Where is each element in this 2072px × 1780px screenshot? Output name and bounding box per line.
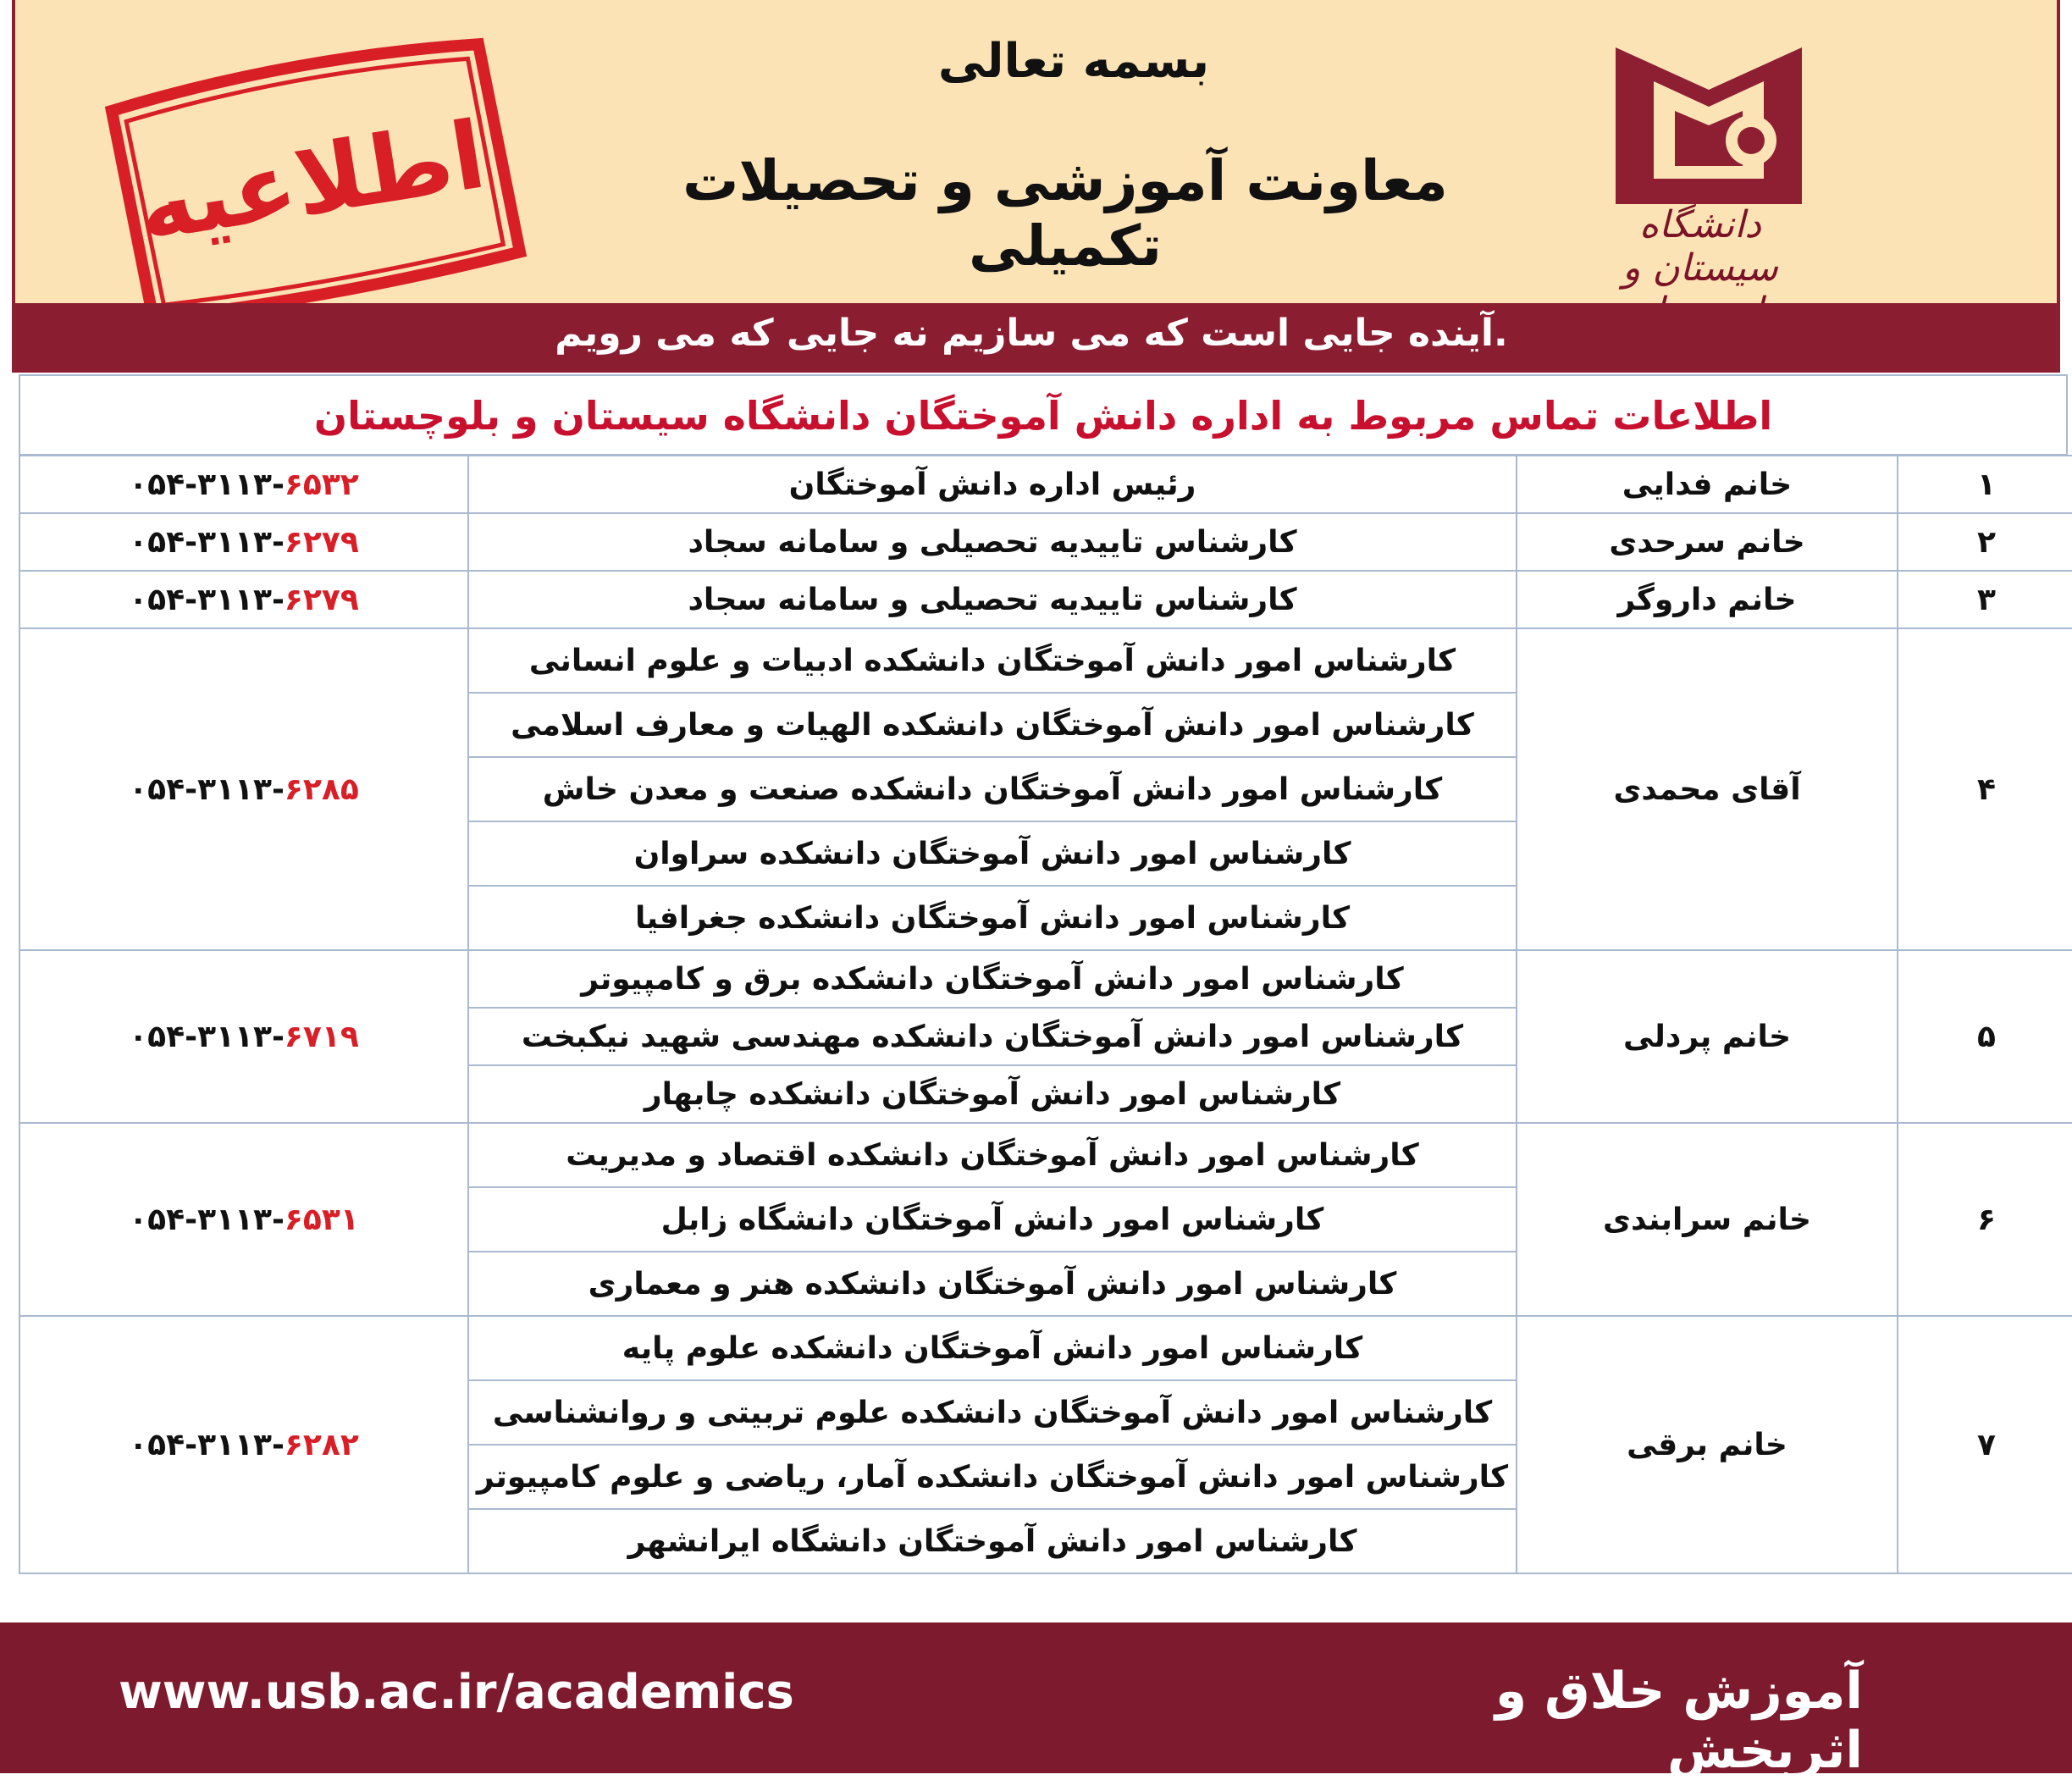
role-cell: کارشناس امور دانش آموختگان دانشکده مهندسی شهید نیکبخت xyxy=(468,1008,1517,1065)
phone-cell xyxy=(19,571,468,628)
name-cell: خانم پردلی xyxy=(1517,950,1898,1123)
role-cell: کارشناس امور دانش آموختگان دانشکده سراوان xyxy=(468,821,1517,886)
phone-prefix: ۰۵۴-۳۱۱۳- xyxy=(129,1427,285,1462)
phone-prefix: ۰۵۴-۳۱۱۳- xyxy=(129,524,285,560)
phone-extension: ۶۲۷۹ xyxy=(284,524,359,560)
table-title-box xyxy=(19,374,2068,456)
role-cell: کارشناس امور دانش آموختگان دانشکده علوم تربیتی و روانشناسی xyxy=(468,1380,1517,1445)
phone-prefix: ۰۵۴-۳۱۱۳- xyxy=(129,1019,285,1054)
role-cell: کارشناس امور دانش آموختگان دانشکده هنر و معماری xyxy=(468,1252,1517,1316)
phone-extension: ۶۷۱۹ xyxy=(284,1019,359,1054)
notice-stamp-text: اطلاعیه xyxy=(130,100,493,263)
table-row xyxy=(19,1316,2072,1380)
index-cell: ۴ xyxy=(1898,628,2072,950)
index-cell: ۷ xyxy=(1898,1316,2072,1573)
name-cell: خانم سرحدی xyxy=(1517,513,1898,571)
role-cell: کارشناس تاییدیه تحصیلی و سامانه سجاد xyxy=(468,571,1517,628)
role-cell: کارشناس امور دانش آموختگان دانشگاه ایرانشهر xyxy=(468,1509,1517,1573)
table-row xyxy=(19,1123,2072,1187)
table-row xyxy=(19,628,2072,693)
role-cell: کارشناس امور دانش آموختگان دانشکده اقتصاد و مدیریت xyxy=(468,1123,1517,1187)
phone-extension: ۶۵۳۱ xyxy=(284,1202,359,1237)
phone-extension: ۶۲۸۲ xyxy=(284,1427,359,1462)
name-cell: خانم فدایی xyxy=(1517,456,1898,513)
phone-cell xyxy=(19,513,468,571)
role-cell: کارشناس امور دانش آموختگان دانشکده الهیات و معارف اسلامی xyxy=(468,693,1517,757)
role-cell: کارشناس امور دانش آموختگان دانشکده صنعت و معدن خاش xyxy=(468,757,1517,821)
notice-stamp xyxy=(81,15,542,349)
table-row xyxy=(19,950,2072,1008)
name-cell: آقای محمدی xyxy=(1517,628,1898,950)
table-row xyxy=(19,513,2072,571)
phone-prefix: ۰۵۴-۳۱۱۳- xyxy=(129,582,285,617)
table-row xyxy=(19,456,2072,513)
index-cell: ۵ xyxy=(1898,950,2072,1123)
phone-cell xyxy=(19,628,468,950)
role-cell: کارشناس تاییدیه تحصیلی و سامانه سجاد xyxy=(468,513,1517,571)
footer-url-link[interactable]: www.usb.ac.ir/academics xyxy=(119,1665,794,1720)
role-cell: کارشناس امور دانش آموختگان دانشکده علوم پایه xyxy=(468,1316,1517,1380)
phone-extension: ۶۵۳۲ xyxy=(284,467,359,502)
role-cell: کارشناس امور دانش آموختگان دانشکده چابهار xyxy=(468,1065,1517,1123)
name-cell: خانم سرابندی xyxy=(1517,1123,1898,1316)
phone-prefix: ۰۵۴-۳۱۱۳- xyxy=(129,467,285,502)
table-row xyxy=(19,571,2072,628)
phone-cell xyxy=(19,950,468,1123)
name-cell: خانم برقی xyxy=(1517,1316,1898,1573)
slogan-text: آینده جایی است که می سازیم نه جایی که می رویم. xyxy=(555,312,1508,355)
phone-prefix: ۰۵۴-۳۱۱۳- xyxy=(129,1202,285,1237)
phone-extension: ۶۲۸۵ xyxy=(284,771,359,807)
role-cell: کارشناس امور دانش آموختگان دانشگاه زابل xyxy=(468,1187,1517,1252)
deputy-title: معاونت آموزشی و تحصیلات تکمیلی xyxy=(682,148,1448,279)
table-title: اطلاعات تماس مربوط به اداره دانش آموختگان دانشگاه سیستان و بلوچستان xyxy=(313,393,1773,439)
role-cell: رئیس اداره دانش آموختگان xyxy=(468,456,1517,513)
contacts-table xyxy=(19,455,2072,1574)
index-cell: ۱ xyxy=(1898,456,2072,513)
notice-header xyxy=(12,0,2060,373)
role-cell: کارشناس امور دانش آموختگان دانشکده ادبیات و علوم انسانی xyxy=(468,628,1517,693)
index-cell: ۶ xyxy=(1898,1123,2072,1316)
index-cell: ۲ xyxy=(1898,513,2072,571)
phone-cell xyxy=(19,1123,468,1316)
university-name-signature: دانشگاه سیستان و xyxy=(1622,203,1778,290)
name-cell: خانم داروگر xyxy=(1517,571,1898,628)
phone-cell xyxy=(19,456,468,513)
footer-motto: آموزش خلاق و اثربخش xyxy=(1495,1661,1863,1780)
role-cell: کارشناس امور دانش آموختگان دانشکده برق و کامپیوتر xyxy=(468,950,1517,1008)
index-cell: ۳ xyxy=(1898,571,2072,628)
phone-extension: ۶۲۷۹ xyxy=(284,582,359,617)
role-cell: کارشناس امور دانش آموختگان دانشکده آمار، ریاضی و علوم کامپیوتر xyxy=(468,1445,1517,1509)
basmala-heading: بسمه تعالی xyxy=(937,34,1210,89)
phone-prefix: ۰۵۴-۳۱۱۳- xyxy=(129,771,285,807)
role-cell: کارشناس امور دانش آموختگان دانشکده جغرافیا xyxy=(468,886,1517,950)
phone-cell xyxy=(19,1316,468,1573)
